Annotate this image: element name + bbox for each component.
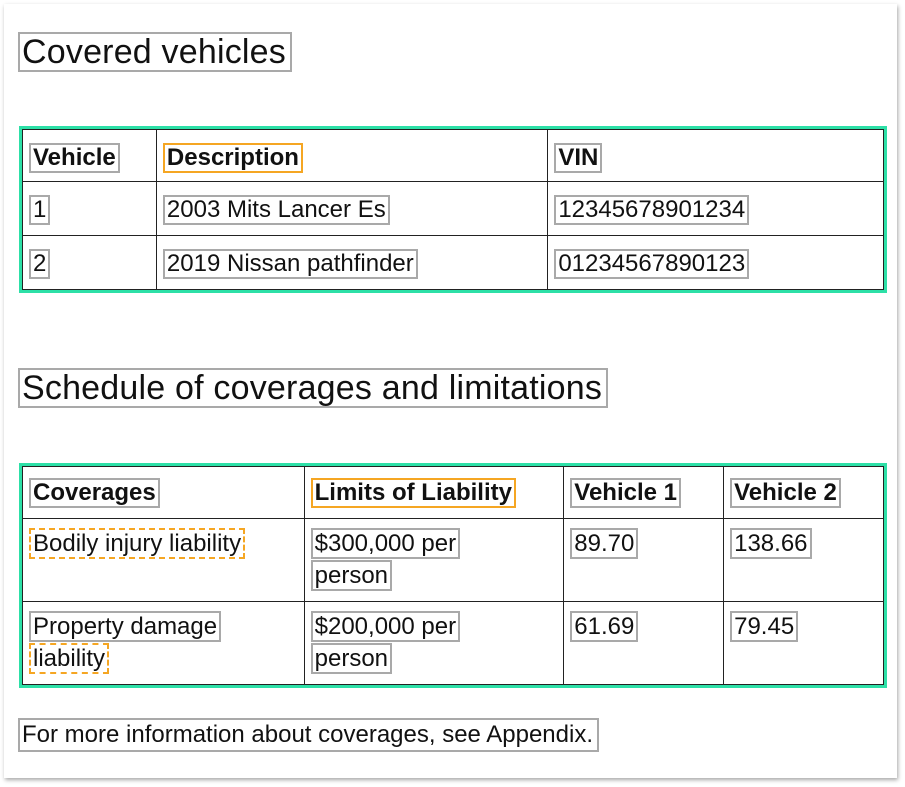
header-vehicle-1: Vehicle 1 [574,479,678,506]
vehicle-vin: 12345678901234 [558,196,746,223]
table-cell [724,602,884,685]
vehicle-description: 2019 Nissan pathfinder [166,250,414,277]
table-cell [156,182,547,236]
table-cell [304,602,564,685]
section-title-covered-vehicles: Covered vehicles [20,34,290,70]
table-row [23,182,884,236]
table-cell [564,602,724,685]
vehicle-2-premium: 79.45 [734,613,795,640]
vehicle-1-premium: 89.70 [574,530,635,557]
header-description: Description [166,144,299,171]
header-cell [724,467,884,519]
covered-vehicles-table [22,129,884,290]
header-coverages: Coverages [33,479,156,506]
header-cell [564,467,724,519]
header-cell [23,130,157,182]
header-cell [156,130,547,182]
header-vehicle: Vehicle [33,144,116,171]
header-cell [23,467,305,519]
header-limits: Limits of Liability [314,479,512,506]
table-cell [23,519,305,602]
table-cell [548,182,884,236]
table-cell [548,236,884,290]
table-cell [724,519,884,602]
header-vehicle-2: Vehicle 2 [734,479,837,506]
vehicle-2-premium: 138.66 [734,530,808,557]
table-cell [304,519,564,602]
table-cell [23,236,157,290]
limit-value: $300,000 per [314,530,457,557]
vehicle-number: 1 [33,196,47,223]
coverages-table [22,466,884,685]
table-cell [564,519,724,602]
vehicle-1-premium: 61.69 [574,613,635,640]
table-header-row [23,130,884,182]
header-cell [548,130,884,182]
table-header-row [23,467,884,519]
table-row [23,236,884,290]
header-cell [304,467,564,519]
table-cell [156,236,547,290]
limit-value: $200,000 per [314,613,457,640]
table-row [23,602,884,685]
footnote: For more information about coverages, see Appendix. [20,720,597,750]
vehicle-vin: 01234567890123 [558,250,746,277]
table-cell [23,602,305,685]
limit-unit: person [314,562,389,589]
coverage-name: Property damage [33,613,218,640]
vehicle-number: 2 [33,250,47,277]
table-row [23,519,884,602]
coverage-name: Bodily injury liability [33,530,242,557]
coverage-name-continued: liability [33,645,106,672]
header-vin: VIN [558,144,599,171]
table-cell [23,182,157,236]
limit-unit: person [314,645,389,672]
vehicle-description: 2003 Mits Lancer Es [166,196,386,223]
section-title-schedule: Schedule of coverages and limitations [20,370,606,406]
document-page [4,4,897,778]
